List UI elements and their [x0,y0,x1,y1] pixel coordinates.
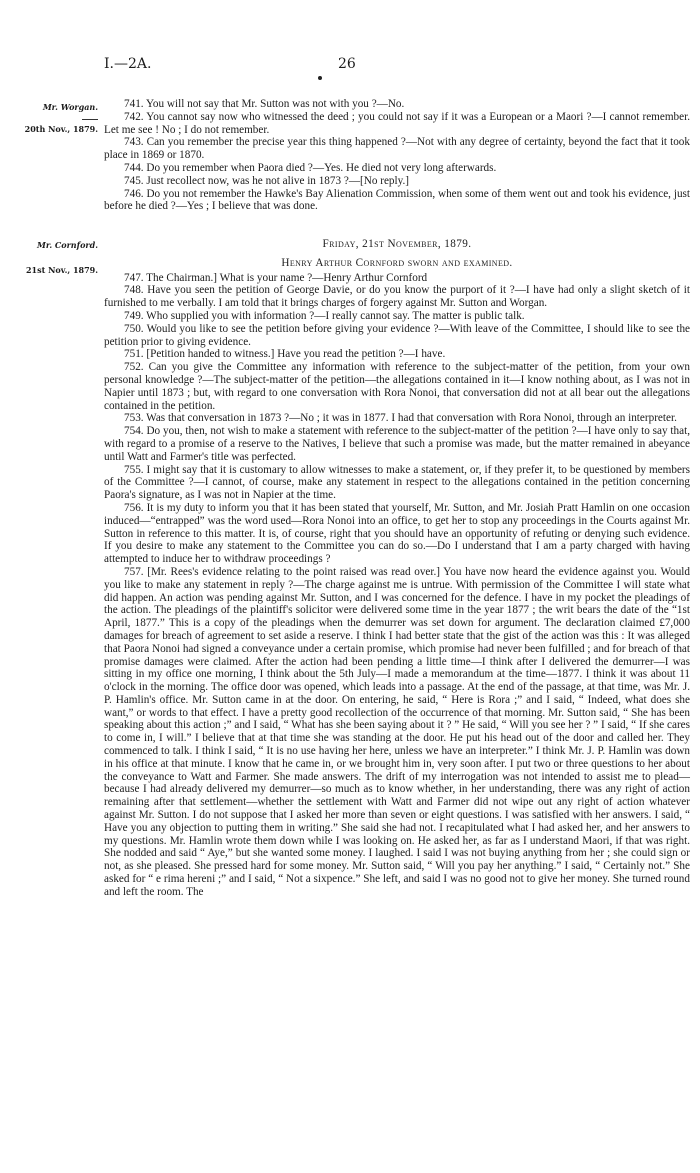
margin-note-date: 21st Nov., 1879. [25,265,98,275]
question-paragraph: 744. Do you remember when Paora died ?—Yes. He died not very long afterwards. [124,161,497,174]
margin-note-worgan [14,102,98,135]
section-b-text [104,238,690,899]
margin-note-name: Mr. Cornford. [36,240,98,250]
question-paragraph: 749. Who supplied you with information ?—I really cannot say. The matter is public talk. [124,309,525,322]
question-paragraph: 746. Do you not remember the Hawke's Bay Alienation Commission, when some of them went out and took his evidence, just before he died ?—Yes ; I believe that was done. [104,187,690,213]
question-paragraph: 748. Have you seen the petition of George Davie, or do you know the purport of it ?—I have had only a slight sketch of it furnished to me verbally. I am told that it brings charges of forgery against Mr. Sutton and Worgan. [104,284,690,310]
question-paragraph: 742. You cannot say now who witnessed the deed ; you could not say if it was a European or a Maori ?—I cannot remember. Let me see ! No ; I do not remember. [104,110,690,136]
question-paragraph: 756. It is my duty to inform you that it has been stated that yourself, Mr. Sutton, and Mr. Josiah Pratt Hamlin on one occasion induced—“entrapped” was the word used—Rora Nonoi into an office, to get her to stop any proceedings in the Courts against Mr. Sutton in reference to this matter. It is, of course, right that you should have an opportunity of refuting or denying such evidence. If you desire to make any statement to the Committee you can do so.—Do I understand that I am a party charged with having attempted to induce her to withdraw proceedings ? [104,501,690,566]
margin-note-name: Mr. Worgan. [42,102,98,112]
question-paragraph: 751. [Petition handed to witness.] Have you read the petition ?—I have. [124,348,446,361]
question-paragraph: 757. [Mr. Rees's evidence relating to the point raised was read over.] You have now heard the evidence against you. Would you like to make any statement in reply ?—The charge against me is untrue. With permission of the Committee I will state what did happen. An action was pending against Mr. Sutton, and I was concerned for the defence. I have in my pocket the pleadings of the action. The pleadings of the plaintiff's solicitor were delivered some time in the year 1877 ; the writ bears the date of the “1st April, 1877.” This is a copy of the pleadings when the demurrer was set down for argument. The declaration claimed £7,000 damages for breach of agreement to set aside a reserve. I think I had better state that the gist of the action was this : It was alleged that Paora Nonoi had signed a conveyance under a certain promise, which promise had never been fulfilled ; and for breach of that promise damages were claimed. After the action had been pending a little time—I think after I delivered the demurrer—I was sitting in my office one morning, I think about the 5th July—I made a memorandum at the time—1877. I think it was about 11 o'clock in the morning. The office door was opened, which leads into a passage. At the end of the passage, at that time, was Mr. J. P. Hamlin's office. Mr. Sutton came in at the door. On entering, he said, “ Here is Rora ;” and I said, “ Indeed, what does she want,” or words to that effect. I have a pretty good recollection of the occurrence of that morning. Mr. Sutton said, “ She has been speaking about this action ;” and I said, “ What has she been saying about it ? ” He said, “ Will you see her ? ” I said, “ If she cares to come in, I will.” I believe that at that time she was standing at the door. He put his head out of the door and called her. They commenced to talk. I think I said, “ It is no use having her here, unless we have an interpreter.” I think Mr. J. P. Hamlin was down in his office at that minute. I know that he came in, or we brought him in, very soon after. I put two or three questions to her about the conveyance to Watt and Farmer. She made answers. The drift of my interrogation was not intended to assist me to plead—because I had already delivered my demurrer—so much as to know whether, in her understanding, there was any right of action remaining after that settlement—whether the settlement with Watt and Farmer did not wipe out any right of action whatever against Mr. Sutton. I do not suppose that I asked her more than seven or eight questions. I was satisfied with her answers. I said, “ Have you any objection to putting them in writing.” She said she had not. I recapitulated what I had asked her, and her answers to my questions. Mr. Hamlin wrote them down while I was looking on. He asked her, as far as I understand Maori, if that was right. She nodded and said “ Aye,” but she wanted some money. I laughed. I said I was not buying anything from her ; she could sign or not, as she pleased. She pressed hard for some money. Mr. Sutton said, “ Will you pay her anything.” I said, “ Certainly not.” She asked for “ e rima hereni ;” and I said, “ Not a sixpence.” She left, and said I was no good not to give her money. She turned round and left the room. The [104,565,690,898]
witness-heading: Henry Arthur Cornford sworn and examined. [281,256,513,269]
section-a-text [104,98,690,213]
question-paragraph: 743. Can you remember the precise year this thing happened ?—Not with any degree of certainty, beyond the fact that it took place in 1869 or 1870. [104,136,690,162]
question-paragraph: 750. Would you like to see the petition before giving your evidence ?—With leave of the Committee, I should like to see the petition prior to giving evidence. [104,322,690,348]
margin-note-date: 20th Nov., 1879. [24,124,98,134]
header-dot [318,76,322,80]
question-paragraph: 752. Can you give the Committee any information with reference to the subject-matter of the petition, from your own personal knowledge ?—The subject-matter of the petition—the allegations contained in it—I know nothing about, as I was not in Napier until 1873 ; but, with regard to one conversation with Rora Nonoi, that conversation did not at all bear out the allegations contained in the petition. [104,361,690,412]
date-heading: Friday, 21st November, 1879. [322,238,472,250]
question-paragraph: 754. Do you, then, not wish to make a statement with reference to the subject-matter of the petition ?—I have only to say that, with regard to a promise of a reserve to the Natives, I believe that such a promise was made, but the matter remained in abeyance until Watt and Farmer's title was perfected. [104,425,690,463]
page-header-reference: I.—2A. [104,56,152,72]
margin-note-cornford [14,240,98,276]
page-number: 26 [338,56,356,72]
margin-note-rule [82,119,98,120]
question-paragraph: 747. The Chairman.] What is your name ?—Henry Arthur Cornford [124,271,428,284]
question-paragraph: 741. You will not say that Mr. Sutton was not with you ?—No. [124,98,405,110]
question-paragraph: 755. I might say that it is customary to allow witnesses to make a statement, or, if they prefer it, to be questioned by members of the Committee ?—I cannot, of course, make any statement in respect to the allegations contained in the petition concerning Paora's signature, as I was not in Napier at the time. [104,463,690,502]
question-paragraph: 745. Just recollect now, was he not alive in 1873 ?—[No reply.] [124,174,410,187]
question-paragraph: 753. Was that conversation in 1873 ?—No ; it was in 1877. I had that conversation with Rora Nonoi, through an interpreter. [124,412,677,425]
